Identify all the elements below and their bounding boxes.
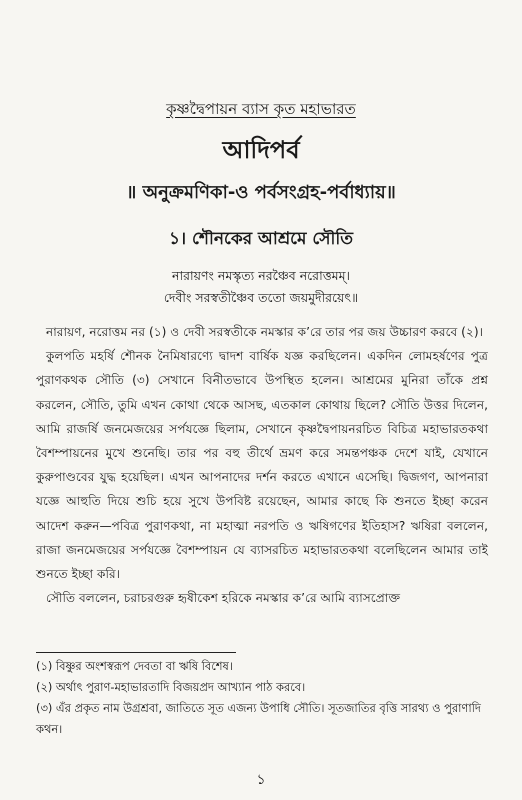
section-heading: ১। শৌনকের আশ্রমে সৌতি [169,229,353,249]
invocation-verse-line-1: নারায়ণং নমস্কৃত্য নরঞ্চৈব নরোত্তমম্‌। [172,268,350,283]
invocation-verse-line-2: দেবীং সরস্বতীঞ্চৈব ততো জয়মুদীরয়েৎ॥ [163,290,359,305]
paragraph: কুলপতি মহর্ষি শৌনক নৈমিষারণ্যে দ্বাদশ বার্ষিক যজ্ঞ করছিলেন। একদিন লোমহর্ষণের পুত্র পুরাণকথক সৌতি (৩) সেখানে বিনীতভাবে উপস্থিত হলেন। আশ্রমের মুনিরা তাঁকে প্রশ্ন করলেন, সৌতি, তুমি এখন কোথা থেকে আসছ, এতকাল কোথায় ছিলে? সৌতি উত্তর দিলেন, আমি রাজর্ষি জনমেজয়ের সর্পযজ্ঞে ছিলাম, সেখানে কৃষ্ণদ্বৈপায়নরচিত বিচিত্র মহাভারতকথা বৈশম্পায়নের মুখে শুনেছি। তার পর বহু তীর্থে ভ্রমণ করে সমন্তপঞ্চক দেশে যাই, যেখানে কুরুপাণ্ডবের যুদ্ধ হয়েছিল। এখন আপনাদের দর্শন করতে এখানে এসেছি। দ্বিজগণ, আপনারা যজ্ঞে আহুতি দিয়ে শুচি হয়ে সুখে উপবিষ্ট রয়েছেন, আমার কাছে কি শুনতে ইচ্ছা করেন আদেশ করুন—পবিত্র পুরাণকথা, না মহাত্মা নরপতি ও ঋষিগণের ইতিহাস? ঋষিরা বললেন, রাজা জনমেজয়ের সর্পযজ্ঞে বৈশম্পায়ন যে ব্যাসরচিত মহাভারতকথা বলেছিলেন আমার তাই শুনতে ইচ্ছা করি। [36,349,489,582]
footnote-2: (২) অর্থাৎ পুরাণ-মহাভারতাদি বিজয়প্রদ আখ্যান পাঠ করবে। [36,680,306,694]
paragraph: নারায়ণ, নরোত্তম নর (১) ও দেবী সরস্বতীকে নমস্কার ক’রে তার পর জয় উচ্চারণ করবে (২)। [46,325,483,339]
footnotes [36,656,488,740]
subparva-heading: ॥ অনুক্রমণিকা-ও পর্বসংগ্রহ-পর্বাধ্যায়॥ [126,182,396,203]
footnote-1: (১) বিষ্ণুর অংশস্বরূপ দেবতা বা ঋষি বিশেষ। [36,659,233,673]
footnote-divider [36,652,236,653]
parva-heading: আদিপর্ব [222,136,300,164]
page-number: ১ [256,772,266,788]
body-text [36,320,488,610]
book-title: কৃষ্ণদ্বৈপায়ন ব্যাস কৃত মহাভারত [166,100,356,118]
footnote-3: (৩) এঁর প্রকৃত নাম উগ্রশ্রবা, জাতিতে সূত এজন্য উপাধি সৌতি। সূতজাতির বৃত্তি সারথ্য ও পুরাণাদি কথন। [36,701,481,736]
paragraph: সৌতি বললেন, চরাচরগুরু হৃষীকেশ হরিকে নমস্কার ক’রে আমি ব্যাসপ্রোক্ত [46,591,401,606]
